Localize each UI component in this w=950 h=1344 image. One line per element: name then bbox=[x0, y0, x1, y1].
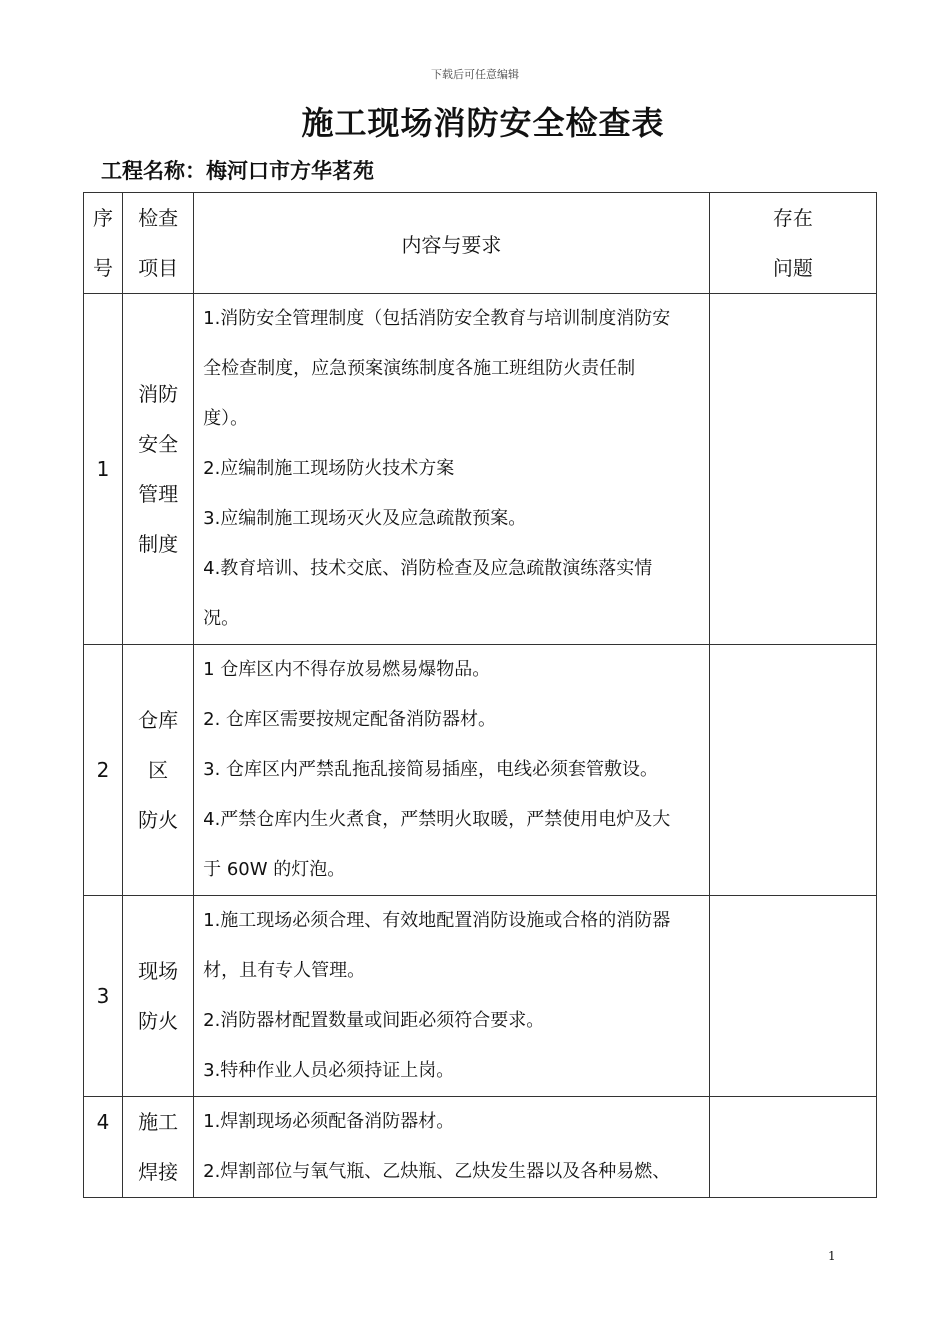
row-issue bbox=[709, 294, 876, 645]
item-line: 消防 bbox=[138, 382, 179, 406]
item-line: 管理 bbox=[138, 482, 179, 506]
content-line: 1.消防安全管理制度（包括消防安全教育与培训制度消防安 bbox=[203, 308, 671, 329]
content-line: 4.严禁仓库内生火煮食，严禁明火取暖，严禁使用电炉及大 bbox=[203, 809, 671, 830]
header-item-line: 项目 bbox=[138, 256, 179, 280]
page-number: 1 bbox=[828, 1249, 836, 1263]
row-content bbox=[194, 896, 710, 1097]
content-line: 况。 bbox=[203, 608, 240, 629]
item-line: 防火 bbox=[138, 808, 179, 832]
header-item-line: 检查 bbox=[138, 206, 179, 230]
content-line: 2.消防器材配置数量或间距必须符合要求。 bbox=[203, 1010, 545, 1031]
header-issue bbox=[709, 193, 876, 294]
table-header-row bbox=[84, 193, 877, 294]
content-line: 于 60W 的灯泡。 bbox=[203, 859, 346, 880]
row-content bbox=[194, 1097, 710, 1198]
header-no-line: 序 bbox=[93, 206, 114, 230]
row-item bbox=[123, 645, 194, 896]
content-line: 3. 仓库区内严禁乱拖乱接简易插座，电线必须套管敷设。 bbox=[203, 759, 659, 780]
item-line: 防火 bbox=[138, 1009, 179, 1033]
row-number-text: 4 bbox=[96, 1110, 110, 1134]
row-issue bbox=[709, 1097, 876, 1198]
row-issue bbox=[709, 896, 876, 1097]
document-title: 施工现场消防安全检查表 bbox=[301, 104, 665, 142]
content-line: 2. 仓库区需要按规定配备消防器材。 bbox=[203, 709, 497, 730]
header-issue-line: 问题 bbox=[772, 256, 813, 280]
content-line: 2.焊割部位与氧气瓶、乙炔瓶、乙炔发生器以及各种易燃、 bbox=[203, 1161, 671, 1182]
project-name: 工程名称：梅河口市方华茗苑 bbox=[101, 159, 374, 183]
header-issue-line: 存在 bbox=[772, 206, 813, 230]
item-line: 仓库 bbox=[138, 708, 179, 732]
item-line: 区 bbox=[148, 758, 169, 782]
header-content: 内容与要求 bbox=[194, 193, 710, 294]
header-no bbox=[84, 193, 123, 294]
content-line: 1.焊割现场必须配备消防器材。 bbox=[203, 1111, 455, 1132]
item-line: 安全 bbox=[138, 432, 179, 456]
content-line: 2.应编制施工现场防火技术方案 bbox=[203, 458, 455, 479]
row-number bbox=[84, 1097, 123, 1198]
table-row bbox=[84, 1097, 877, 1198]
table-row bbox=[84, 896, 877, 1097]
table-row bbox=[84, 294, 877, 645]
row-issue bbox=[709, 645, 876, 896]
content-line: 3.应编制施工现场灭火及应急疏散预案。 bbox=[203, 508, 527, 529]
header-item bbox=[123, 193, 194, 294]
item-line: 施工 bbox=[138, 1110, 179, 1134]
row-item bbox=[123, 1097, 194, 1198]
row-content bbox=[194, 294, 710, 645]
content-line: 度）。 bbox=[203, 408, 249, 429]
row-item bbox=[123, 896, 194, 1097]
header-note: 下载后可任意编辑 bbox=[431, 68, 519, 81]
content-line: 1.施工现场必须合理、有效地配置消防设施或合格的消防器 bbox=[203, 910, 671, 931]
row-number: 3 bbox=[84, 896, 123, 1097]
row-content bbox=[194, 645, 710, 896]
content-line: 材，且有专人管理。 bbox=[203, 960, 366, 981]
row-number: 1 bbox=[84, 294, 123, 645]
row-number: 2 bbox=[84, 645, 123, 896]
item-line: 制度 bbox=[138, 532, 179, 556]
header-no-line: 号 bbox=[93, 256, 114, 280]
content-line: 4.教育培训、技术交底、消防检查及应急疏散演练落实情 bbox=[203, 558, 653, 579]
item-line: 焊接 bbox=[138, 1160, 179, 1184]
row-item bbox=[123, 294, 194, 645]
content-line: 3.特种作业人员必须持证上岗。 bbox=[203, 1060, 455, 1081]
table-row bbox=[84, 645, 877, 896]
content-line: 全检查制度，应急预案演练制度各施工班组防火责任制 bbox=[203, 358, 636, 379]
item-line: 现场 bbox=[138, 959, 179, 983]
inspection-table bbox=[83, 192, 877, 1198]
content-line: 1 仓库区内不得存放易燃易爆物品。 bbox=[203, 659, 491, 680]
